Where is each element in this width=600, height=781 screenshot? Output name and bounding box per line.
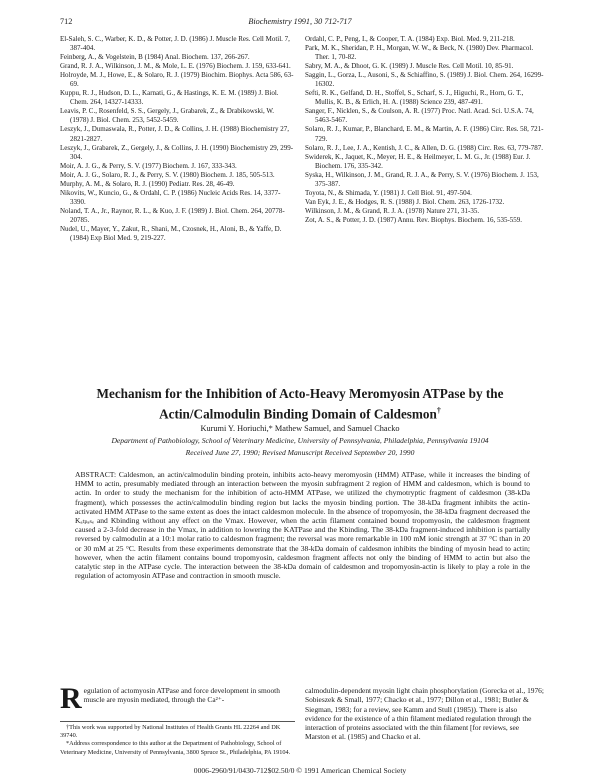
reference-entry: Noland, T. A., Jr., Raynor, R. L., & Kuo, J. F. (1989) J. Biol. Chem. 264, 20778-20785. <box>60 206 285 224</box>
journal-reference: Biochemistry 1991, 30 712-717 <box>248 17 352 26</box>
reference-entry: Solaro, R. J., Lee, J. A., Kentish, J. C., & Allen, D. G. (1988) Circ. Res. 63, 779-787. <box>305 143 543 152</box>
abstract: ABSTRACT: Caldesmon, an actin/calmodulin binding protein, inhibits acto-heavy meromyosin (HMM) ATPase, while it increases the binding of HMM to actin, presumably mediated through an interaction between the myosin subfragment 2 region of HMM and caldesmon, which is bound to actin. In order to study the mechanism for the inhibition of acto-HMM ATPase, we utilized the chymotryptic fragment of caldesmon (38-kDa fragment), which possesses the actin/calmodulin binding region but lacks the myosin binding portion. The 38-kDa fragment inhibits the actin-activated HMM ATPase to the same extent as does the intact caldesmon molecule. In the absence of tropomyosin, the 38-kDa fragment decreased the Kₐₜₚₐₛₑ and Kbinding without any effect on the Vmax. However, when the actin filament contained bound tropomyosin, the caldesmon fragment caused a 2-3-fold decrease in the Vmax, in addition to lowering the KATPase and the Kbinding. The 38-kDa fragment-induced inhibition is partially reversed by calmodulin at a 10:1 molar ratio to caldesmon fragment; the reversal was more remarkable in 100 mM ionic strength at 37 °C than in 20 or 30 mM at 25 °C. Results from these experiments demonstrate that the 38-kDa domain of caldesmon inhibits the binding of myosin head to actin; however, when the actin filament contains bound tropomyosin, caldesmon fragment affects not only the binding of HMM to actin but also the catalytic step in the ATPase cycle. The interaction between the 38-kDa domain of caldesmon and tropomyosin-actin is likely to play a role in the regulation of actomyosin ATPase and contraction in smooth muscle. <box>75 470 530 581</box>
footnote-funding: †This work was supported by National Institutes of Health Grants HL 22264 and DK 39740. <box>60 724 281 740</box>
title-line-2-text: Actin/Calmodulin Binding Domain of Caldesmon <box>159 406 437 422</box>
reference-entry: Solaro, R. J., Kumar, P., Blanchard, E. M., & Martin, A. F. (1986) Circ. Res. 58, 721-729. <box>305 125 544 143</box>
reference-entry: Sanger, F., Nicklen, S., & Coulson, A. R. (1977) Proc. Natl. Acad. Sci. U.S.A. 74, 5463-5467. <box>305 107 534 125</box>
reference-entry: Van Eyk, J. E., & Hodges, R. S. (1988) J. Biol. Chem. 263, 1726-1732. <box>305 197 505 206</box>
body-column-right <box>305 686 545 742</box>
references-column-left <box>60 35 294 243</box>
reference-entry: Ordahl, C. P., Peng, I., & Cooper, T. A. (1984) Exp. Biol. Med. 9, 211-218. <box>305 35 515 43</box>
body-text-right: calmodulin-dependent myosin light chain phosphorylation (Gorecka et al., 1976; Sobieszek & Small, 1977; Chacko et al., 1977; Dillon et al., 1981; Butler & Siegman, 1983; for a review, see Kamm and Stull (1985)). There is also evidence for the existence of a thin filament mediated regulation through the interaction of proteins associated with the thin filament [for reviews, see Marston et al. (1985) and Chacko et al. <box>305 686 544 742</box>
reference-entry: Park, M. K., Sheridan, P. H., Morgan, W. W., & Beck, N. (1980) Dev. Pharmacol. Ther. 1, 70-82. <box>305 44 534 62</box>
reference-entry: Wilkinson, J. M., & Grand, R. J. A. (1978) Nature 271, 31-35. <box>305 206 480 215</box>
reference-entry: El-Saleh, S. C., Warber, K. D., & Potter, J. D. (1986) J. Muscle Res. Cell Motil. 7, 387-404. <box>60 35 290 53</box>
reference-entry: Toyota, N., & Shimada, Y. (1981) J. Cell Biol. 91, 497-504. <box>305 188 472 197</box>
title-line-2 <box>60 402 540 422</box>
reference-entry: Moir, A. J. G., Solaro, R. J., & Perry, S. V. (1980) Biochem. J. 185, 505-513. <box>60 170 275 179</box>
body-text-left: egulation of actomyosin ATPase and force development in smooth muscle are myosin mediated, through the Ca²⁺- <box>83 686 280 705</box>
drop-cap: R <box>60 682 82 715</box>
reference-entry: Leszyk, J., Grabarek, Z., Gergely, J., & Collins, J. H. (1990) Biochemistry 29, 299-304. <box>60 143 294 161</box>
reference-entry: Leavis, P. C., Rosenfeld, S. S., Gergely, J., Grabarek, Z., & Drabikowski, W. (1978) J. Biol. Chem. 253, 5452-5459. <box>60 107 275 125</box>
authors: Kurumi Y. Horiuchi,* Mathew Samuel, and Samuel Chacko <box>200 424 400 433</box>
reference-entry: Feinberg, A., & Vogelstein, B (1984) Anal. Biochem. 137, 266-267. <box>60 53 250 62</box>
footnote-correspondence: *Address correspondence to this author at the Department of Pathobiology, School of Veterinary Medicine, University of Pennsylvania, 3800 Spruce St., Philadelphia, PA 19104. <box>60 740 291 756</box>
reference-entry: Grand, R. J. A., Wilkinson, J. M., & Mole, L. E. (1976) Biochem. J. 159, 633-641. <box>60 62 291 71</box>
article-title <box>60 385 540 422</box>
reference-entry: Kuppu, R. J., Hudson, D. L., Karnati, G., & Hastings, K. E. M. (1989) J. Biol. Chem. 264, 14327-14333. <box>60 89 279 107</box>
reference-entry: Nudel, U., Mayer, Y., Zakut, R., Shani, M., Czosnek, H., Aloni, B., & Yaffe, D. (1984) Exp Biol Med. 9, 219-227. <box>60 224 282 243</box>
reference-entry: Nikovits, W., Kuncio, G., & Ordahl, C. P. (1986) Nucleic Acids Res. 14, 3377-3390. <box>60 188 281 206</box>
title-line-1: Mechanism for the Inhibition of Acto-Heavy Meromyosin ATPase by the <box>96 386 504 401</box>
title-footnote-mark: † <box>436 406 441 415</box>
reference-entry: Moir, A. J. G., & Perry, S. V. (1977) Biochem. J. 167, 333-343. <box>60 161 237 170</box>
reference-entry: Holroyde, M. J., Howe, E., & Solaro, R. J. (1979) Biochim. Biophys. Acta 586, 63-69. <box>60 71 294 89</box>
reference-entry: Syska, H., Wilkinson, J. M., Grand, R. J. A., & Perry, S. V. (1976) Biochem. J. 153, 375-387. <box>305 170 539 188</box>
copyright-footer: 0006-2960/91/0430-712$02.50/0 © 1991 American Chemical Society <box>193 766 407 775</box>
references-column-right <box>305 35 545 225</box>
reference-entry: Swiderek, K., Jaquet, K., Meyer, H. E., & Heilmeyer, L. M. G., Jr. (1988) Eur. J. Biochem. 176, 335-342. <box>305 152 531 170</box>
reference-entry: Leszyk, J., Dumaswala, R., Potter, J. D., & Collins, J. H. (1988) Biochemistry 27, 2821-2827. <box>60 125 289 143</box>
footnotes <box>60 721 295 757</box>
received-dates: Received June 27, 1990; Revised Manuscript Received September 20, 1990 <box>185 448 415 457</box>
reference-entry: Zot, A. S., & Potter, J. D. (1987) Annu. Rev. Biophys. Biochem. 16, 535-559. <box>305 215 523 224</box>
body-column-left <box>60 682 295 715</box>
affiliation: Department of Pathobiology, School of Veterinary Medicine, University of Pennsylvania, Philadelphia, Pennsylvania 19104 <box>111 436 489 445</box>
reference-entry: Sabry, M. A., & Dhoot, G. K. (1989) J. Muscle Res. Cell Motil. 10, 85-91. <box>305 62 514 71</box>
running-header <box>60 17 540 29</box>
reference-entry: Sefti, R. K., Gelfand, D. H., Stoffel, S., Scharf, S. J., Higuchi, R., Horn, G. T., Mullis, K. B., & Erlich, H. A. (1988) Science 239, 487-491. <box>305 89 524 107</box>
reference-entry: Saggin, L., Gorza, L., Ausoni, S., & Schiaffino, S. (1989) J. Biol. Chem. 264, 16299-16302. <box>305 71 544 89</box>
page-number: 712 <box>60 17 73 26</box>
reference-entry: Murphy, A. M., & Solaro, R. J. (1990) Pediatr. Res. 28, 46-49. <box>60 179 235 188</box>
